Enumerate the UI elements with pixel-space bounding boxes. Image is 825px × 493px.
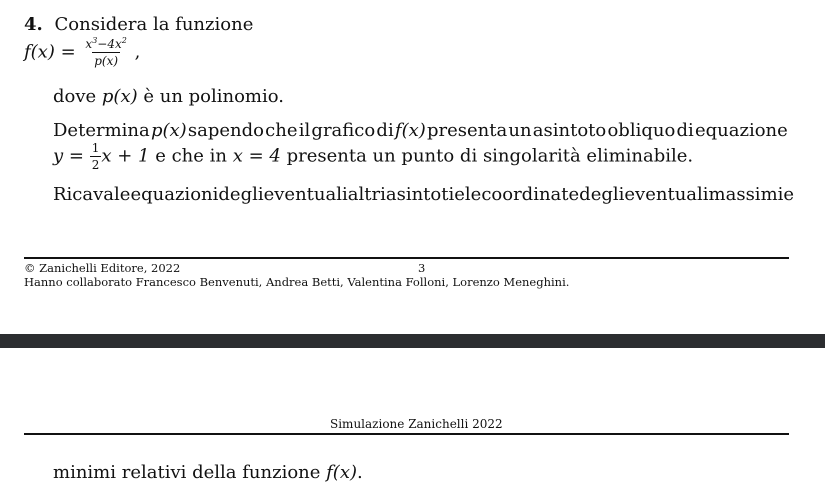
footer-rule (24, 257, 789, 259)
continuation-line: minimi relativi della funzione f(x). (53, 462, 363, 483)
page-break-band (0, 334, 825, 348)
formula-numerator: $x^3-4x^2$ (85, 36, 127, 51)
formula-fraction (83, 38, 128, 67)
asymptote-line: y = $\frac{1}{2}$ x + 1 e che in x = 4 presenta un punto di singolarità eliminabile. (53, 141, 694, 172)
function-formula (24, 38, 140, 67)
asymptote-fraction: $\frac{1}{2}$ (91, 141, 100, 172)
dove-math: p(x) (101, 86, 138, 107)
ricava-line: Ricava le equazioni degli eventuali altri asintoti e le coordinate degli eventuali massimi e (53, 184, 795, 205)
formula-lhs: f(x) = (24, 41, 76, 63)
footer-credits: Hanno collaborato Francesco Benvenuti, Andrea Betti, Valentina Folloni, Lorenzo Meneghini. (24, 275, 570, 289)
formula-denominator: p(x) (94, 54, 119, 68)
dove-line: dove p(x) è un polinomio. (53, 86, 284, 107)
exercise-number: 4. (24, 14, 43, 35)
footer-copyright: © Zanichelli Editore, 2022 (24, 261, 181, 275)
exercise-heading (24, 14, 253, 35)
footer-page-number: 3 (418, 261, 426, 275)
determina-line: Determina p(x) sapendo che il grafico di f(x) presenta un asintoto obliquo di equazione (53, 120, 788, 141)
formula-comma: , (134, 41, 141, 63)
exercise-intro: Considera la funzione (54, 14, 254, 35)
page2-header-rule (24, 433, 789, 435)
page2-header: Simulazione Zanichelli 2022 (330, 417, 503, 431)
continuation-math: f(x) (326, 462, 357, 483)
